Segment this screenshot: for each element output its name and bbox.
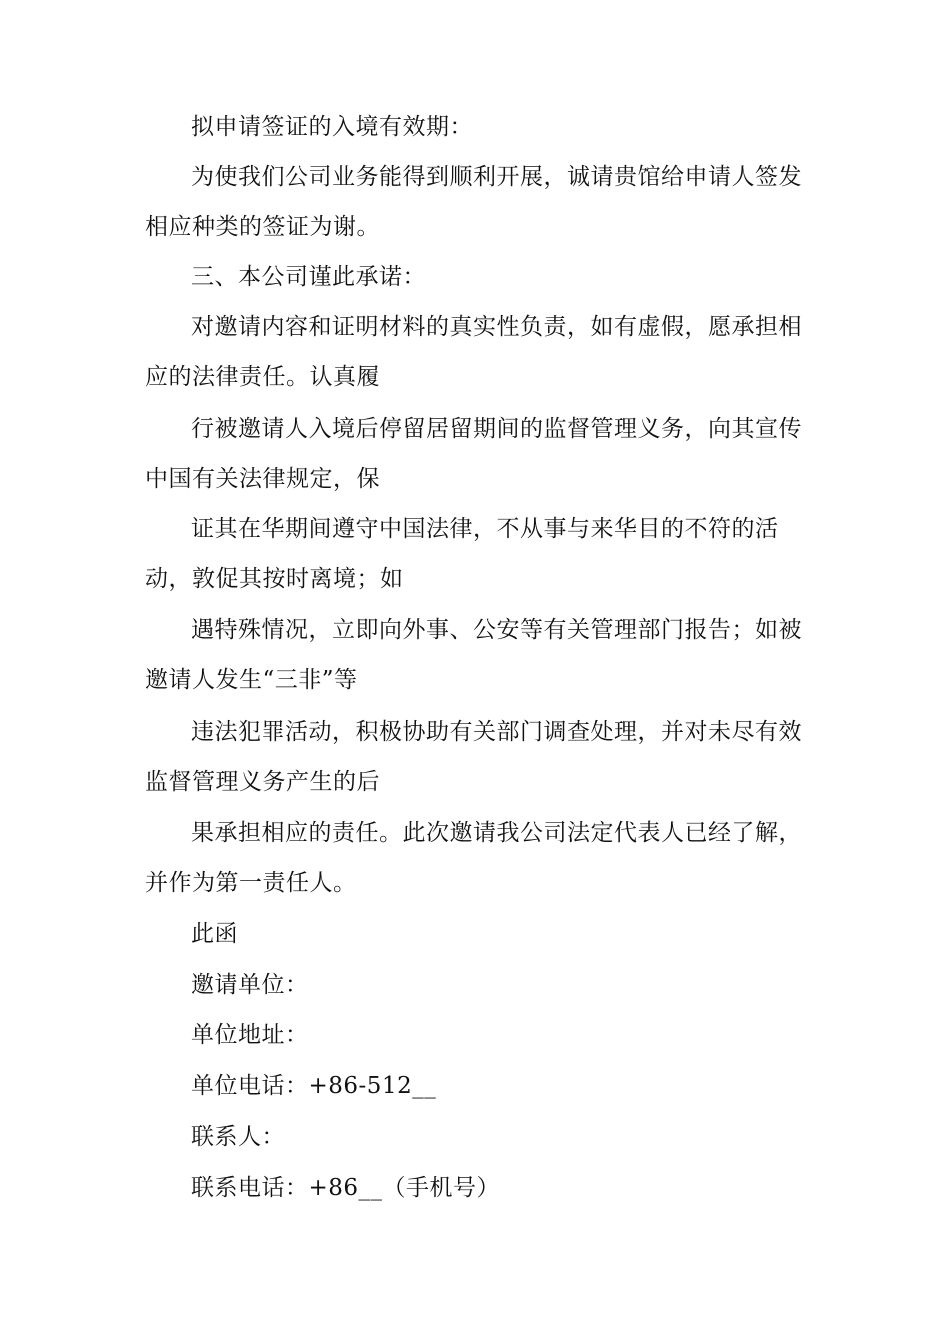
commitment-paragraph-2: 行被邀请人入境后停留居留期间的监督管理义务，向其宣传中国有关法律规定，保 [145, 416, 802, 492]
inviting-unit-field: 邀请单位： [191, 972, 309, 998]
unit-address-field: 单位地址： [191, 1022, 309, 1048]
commitment-paragraph-6: 果承担相应的责任。此次邀请我公司法定代表人已经了解，并作为第一责任人。 [145, 820, 802, 896]
commitment-paragraph-5: 违法犯罪活动，积极协助有关部门调查处理，并对未尽有效监督管理义务产生的后 [145, 719, 802, 795]
commitment-paragraph-4: 遇特殊情况，立即向外事、公安等有关管理部门报告；如被邀请人发生“三非”等 [145, 617, 802, 693]
request-paragraph: 为使我们公司业务能得到顺利开展，诚请贵馆给申请人签发相应种类的签证为谢。 [145, 164, 802, 240]
commitment-paragraph-3: 证其在华期间遵守中国法律，不从事与来华目的不符的活动，敦促其按时离境；如 [145, 516, 779, 592]
commitment-paragraph-1: 对邀请内容和证明材料的真实性负责，如有虚假，愿承担相应的法律责任。认真履 [145, 314, 802, 390]
contact-person-field: 联系人： [191, 1124, 285, 1150]
closing-line: 此函 [191, 921, 238, 947]
contact-phone-field: 联系电话：+86__（手机号） [191, 1175, 501, 1201]
section-three-heading: 三、本公司谨此承诺： [191, 264, 426, 290]
visa-validity-line: 拟申请签证的入境有效期： [191, 114, 473, 140]
unit-phone-field: 单位电话：+86-512__ [191, 1073, 437, 1099]
